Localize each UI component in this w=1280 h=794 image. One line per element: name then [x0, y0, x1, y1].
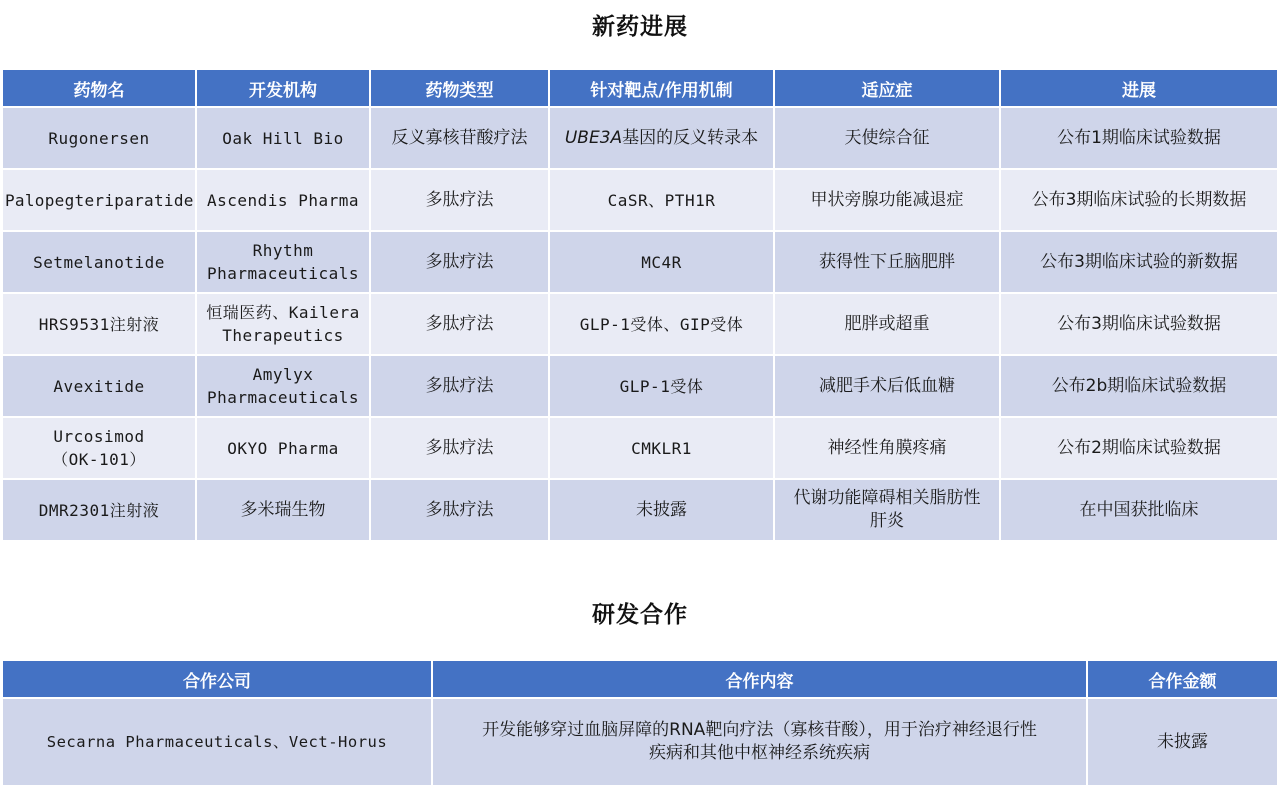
target-gene-name: UBE3A — [564, 127, 623, 148]
progress-cell: 公布2期临床试验数据 — [1000, 417, 1278, 479]
indication-cell: 肥胖或超重 — [774, 293, 1000, 355]
developer-cell — [196, 231, 370, 293]
developer-line-2: Therapeutics — [222, 326, 344, 345]
indication-cell — [774, 479, 1000, 541]
drug-name-cell: Palopegteriparatide — [2, 169, 196, 231]
target-cell: CMKLR1 — [549, 417, 774, 479]
column-header-partners: 合作公司 — [2, 660, 432, 698]
column-header-progress: 进展 — [1000, 69, 1278, 107]
table-row — [2, 479, 1278, 541]
column-header-developer: 开发机构 — [196, 69, 370, 107]
progress-cell: 公布3期临床试验数据 — [1000, 293, 1278, 355]
drug-name-cell: Rugonersen — [2, 107, 196, 169]
amount-cell: 未披露 — [1087, 698, 1278, 786]
target-cell: GLP-1受体 — [549, 355, 774, 417]
content-line-1: 开发能够穿过血脑屏障的RNA靶向疗法（寡核苷酸），用于治疗神经退行性 — [482, 720, 1037, 740]
indication-cell: 甲状旁腺功能减退症 — [774, 169, 1000, 231]
developer-cell: 多米瑞生物 — [196, 479, 370, 541]
developer-cell: OKYO Pharma — [196, 417, 370, 479]
column-header-indication: 适应症 — [774, 69, 1000, 107]
table-row — [2, 169, 1278, 231]
indication-cell: 获得性下丘脑肥胖 — [774, 231, 1000, 293]
drug-type-cell: 多肽疗法 — [370, 231, 549, 293]
progress-cell: 公布2b期临床试验数据 — [1000, 355, 1278, 417]
drug-name-line-2: （OK-101） — [52, 450, 146, 469]
content-cell — [432, 698, 1087, 786]
developer-line-1: 恒瑞医药、Kailera — [206, 303, 360, 322]
drug-name-cell: Setmelanotide — [2, 231, 196, 293]
partners-cell: Secarna Pharmaceuticals、Vect-Horus — [2, 698, 432, 786]
new-drug-progress-table — [1, 68, 1279, 542]
drug-type-cell: 多肽疗法 — [370, 355, 549, 417]
drug-name-line-1: Urcosimod — [53, 427, 145, 446]
table-row — [2, 231, 1278, 293]
rd-collaboration-table — [1, 659, 1279, 787]
section-title-rd-collaboration: 研发合作 — [592, 602, 688, 628]
drug-type-cell: 反义寡核苷酸疗法 — [370, 107, 549, 169]
indication-line-1: 代谢功能障碍相关脂肪性 — [793, 488, 981, 508]
section-title-new-drugs: 新药进展 — [592, 14, 688, 40]
table-row — [2, 417, 1278, 479]
indication-cell: 减肥手术后低血糖 — [774, 355, 1000, 417]
drug-name-cell: Avexitide — [2, 355, 196, 417]
drug-type-cell: 多肽疗法 — [370, 293, 549, 355]
table-row — [2, 355, 1278, 417]
target-description: 基因的反义转录本 — [622, 127, 759, 148]
drug-name-cell: HRS9531注射液 — [2, 293, 196, 355]
developer-line-2: Pharmaceuticals — [207, 264, 359, 283]
progress-cell: 公布3期临床试验的长期数据 — [1000, 169, 1278, 231]
developer-cell: Ascendis Pharma — [196, 169, 370, 231]
table-header-row — [2, 69, 1278, 107]
target-cell: CaSR、PTH1R — [549, 169, 774, 231]
column-header-type: 药物类型 — [370, 69, 549, 107]
developer-line-1: Rhythm — [252, 241, 314, 260]
column-header-target: 针对靶点/作用机制 — [549, 69, 774, 107]
developer-cell: Oak Hill Bio — [196, 107, 370, 169]
drug-type-cell: 多肽疗法 — [370, 417, 549, 479]
developer-line-1: Amylyx — [252, 365, 314, 384]
indication-cell: 天使综合征 — [774, 107, 1000, 169]
developer-cell — [196, 293, 370, 355]
progress-cell: 公布1期临床试验数据 — [1000, 107, 1278, 169]
drug-type-cell: 多肽疗法 — [370, 169, 549, 231]
drug-name-cell: DMR2301注射液 — [2, 479, 196, 541]
column-header-amount: 合作金额 — [1087, 660, 1278, 698]
column-header-drug: 药物名 — [2, 69, 196, 107]
progress-cell: 公布3期临床试验的新数据 — [1000, 231, 1278, 293]
column-header-content: 合作内容 — [432, 660, 1087, 698]
progress-cell: 在中国获批临床 — [1000, 479, 1278, 541]
indication-line-2: 肝炎 — [870, 511, 904, 531]
target-cell: 未披露 — [549, 479, 774, 541]
developer-line-2: Pharmaceuticals — [207, 388, 359, 407]
table-row — [2, 698, 1278, 786]
table-header-row — [2, 660, 1278, 698]
table-row — [2, 107, 1278, 169]
content-line-2: 疾病和其他中枢神经系统疾病 — [649, 743, 870, 763]
target-cell: MC4R — [549, 231, 774, 293]
drug-type-cell: 多肽疗法 — [370, 479, 549, 541]
target-cell: GLP-1受体、GIP受体 — [549, 293, 774, 355]
target-cell — [549, 107, 774, 169]
developer-cell — [196, 355, 370, 417]
drug-name-cell — [2, 417, 196, 479]
indication-cell: 神经性角膜疼痛 — [774, 417, 1000, 479]
table-row — [2, 293, 1278, 355]
